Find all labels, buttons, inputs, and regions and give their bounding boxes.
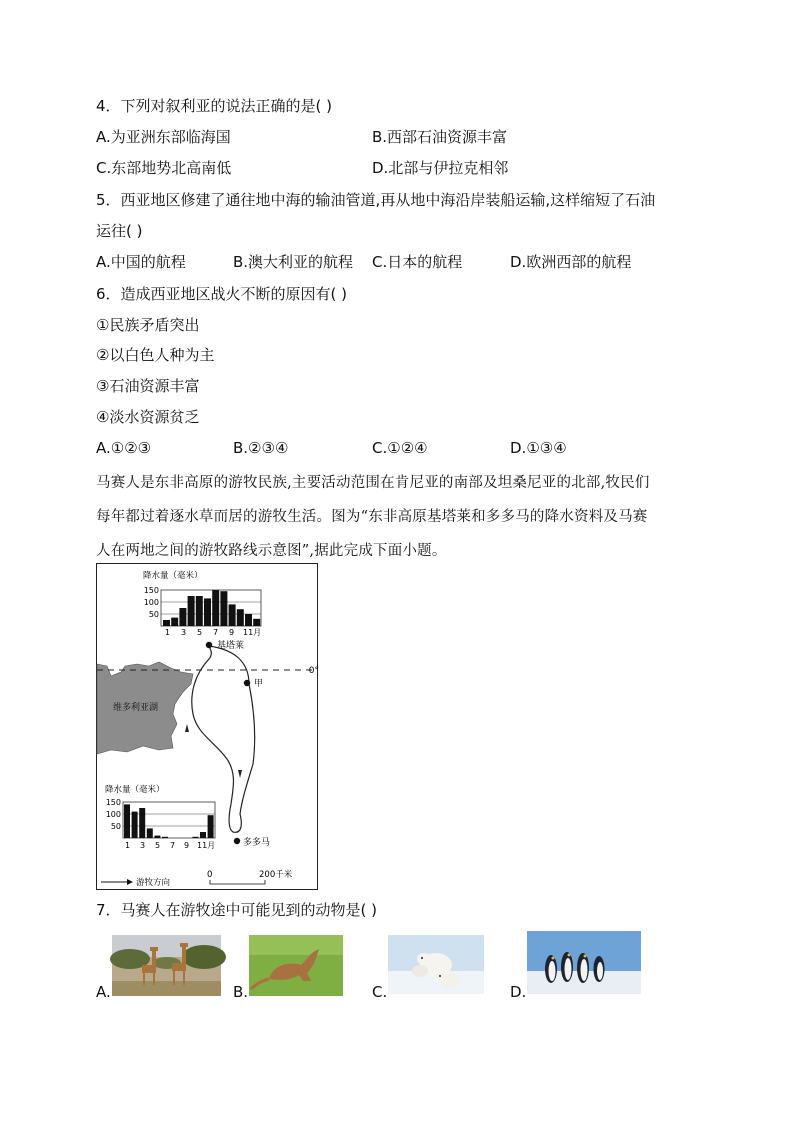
- kitale-rainfall-bar: [204, 598, 211, 626]
- kitale-rainfall-bar: [229, 604, 236, 626]
- scale-end: 200千米: [259, 870, 293, 880]
- q4-stem: 4．下列对叙利亚的说法正确的是( ): [96, 97, 333, 115]
- jia-point: [244, 680, 250, 686]
- kitale-label: 基塔莱: [217, 641, 245, 651]
- q5-option-b: B.澳大利亚的航程: [233, 253, 354, 271]
- kitale-rainfall-bar: [163, 620, 170, 626]
- route-arrow-up: [185, 724, 189, 732]
- passage-line: 马赛人是东非高原的游牧民族,主要活动范围在肯尼亚的南部及坦桑尼亚的北部,牧民们: [96, 475, 650, 491]
- kitale-rainfall-bar: [196, 596, 203, 626]
- bottom-chart-ylabel: 降水量（毫米）: [105, 785, 165, 795]
- top-chart-xtick: 3: [181, 628, 187, 637]
- dodoma-rainfall-bar: [147, 828, 153, 838]
- dodoma-label: 多多马: [243, 838, 271, 848]
- bottom-chart-ytick: 150: [105, 798, 121, 807]
- q4-option-c: C.东部地势北高南低: [96, 159, 232, 177]
- q5-option-c: C.日本的航程: [372, 253, 463, 271]
- top-chart-ylabel: 降水量（毫米）: [143, 571, 203, 581]
- migration-route: [192, 646, 255, 832]
- map-svg: [97, 564, 317, 889]
- q5-option-d: D.欧洲西部的航程: [510, 253, 632, 271]
- q6-item-3: ③石油资源丰富: [96, 377, 200, 395]
- top-chart-ytick: 150: [143, 586, 159, 595]
- q6-item-4: ④淡水资源贫乏: [96, 408, 200, 426]
- legend-label: 游牧方向: [136, 878, 171, 888]
- kitale-rainfall-bar: [237, 609, 244, 626]
- kitale-rainfall-chart: [143, 570, 261, 637]
- top-chart-ytick: 100: [143, 598, 159, 607]
- bottom-chart-xtick: 11月: [197, 841, 216, 850]
- q7-option-d-label: D.: [510, 983, 527, 1001]
- bottom-chart-xtick: 1: [125, 841, 131, 850]
- legend-arrow-head: [127, 879, 133, 885]
- passage-line: 人在两地之间的游牧路线示意图”,据此完成下面小题。: [96, 543, 447, 559]
- giraffe-picture: [112, 935, 221, 1000]
- passage-line: 每年都过着逐水草而居的游牧生活。图为“东非高原基塔莱和多多马的降水资料及马赛: [96, 509, 648, 525]
- top-chart-ytick: 50: [148, 610, 159, 619]
- top-chart-xtick: 7: [213, 628, 219, 637]
- dodoma-rainfall-bar: [200, 832, 206, 838]
- q7-option-b-label: B.: [233, 983, 249, 1001]
- route-arrow-down: [238, 770, 242, 778]
- top-chart-xtick: 5: [197, 628, 203, 637]
- dodoma-rainfall-bar: [192, 837, 198, 838]
- dodoma-rainfall-bar: [132, 812, 138, 838]
- q6-option-d: D.①③④: [510, 439, 567, 457]
- dodoma-point: [234, 838, 240, 844]
- bottom-chart-xtick: 7: [170, 841, 176, 850]
- dodoma-rainfall-chart: [105, 784, 215, 850]
- bottom-chart-ytick: 50: [110, 822, 121, 831]
- kitale-rainfall-bar: [253, 619, 260, 626]
- q5-stem-line2: 运往( ): [96, 222, 143, 240]
- passage: [96, 466, 700, 568]
- top-chart-xtick: 9: [229, 628, 235, 637]
- kangaroo-picture: [249, 935, 343, 1000]
- q7-option-c-label: C.: [372, 983, 388, 1001]
- bottom-chart-xtick: 9: [184, 841, 190, 850]
- q6-stem: 6．造成西亚地区战火不断的原因有( ): [96, 285, 348, 303]
- dodoma-rainfall-bar: [208, 815, 214, 838]
- top-chart-xtick: 11月: [243, 628, 262, 637]
- dodoma-rainfall-bar: [124, 804, 130, 838]
- q7-option-a-label: A.: [96, 983, 111, 1001]
- kitale-rainfall-bar: [179, 608, 186, 626]
- lake-label: 维多利亚湖: [113, 703, 159, 713]
- kitale-point: [206, 642, 212, 648]
- kitale-rainfall-bar: [171, 618, 178, 626]
- q6-item-2: ②以白色人种为主: [96, 346, 215, 364]
- bottom-chart-xtick: 5: [155, 841, 161, 850]
- q4-option-b: B.西部石油资源丰富: [372, 128, 508, 146]
- q5-option-a: A.中国的航程: [96, 253, 186, 271]
- scale-zero: 0: [207, 870, 213, 880]
- polar-bear-picture: [388, 935, 484, 998]
- migration-map: [96, 563, 318, 890]
- q6-option-c: C.①②④: [372, 439, 428, 457]
- kitale-rainfall-bar: [188, 596, 195, 626]
- penguin-picture: [527, 931, 641, 998]
- scale-bar: [210, 880, 265, 884]
- dodoma-rainfall-bar: [139, 808, 145, 838]
- q5-stem-line1: 5．西亚地区修建了通往地中海的输油管道,再从地中海沿岸装船运输,这样缩短了石油: [96, 191, 656, 209]
- dodoma-rainfall-bar: [154, 836, 160, 838]
- q7-stem: 7．马赛人在游牧途中可能见到的动物是( ): [96, 901, 378, 919]
- bottom-chart-xtick: 3: [140, 841, 146, 850]
- q6-option-b: B.②③④: [233, 439, 289, 457]
- kitale-rainfall-bar: [212, 590, 219, 626]
- top-chart-xtick: 1: [165, 628, 171, 637]
- kitale-rainfall-bar: [220, 591, 227, 626]
- q4-option-a: A.为亚洲东部临海国: [96, 128, 231, 146]
- equator-label: 0°: [308, 666, 319, 676]
- dodoma-rainfall-bar: [162, 837, 168, 838]
- kitale-rainfall-bar: [245, 614, 252, 626]
- jia-label: 甲: [254, 679, 264, 689]
- q6-option-a: A.①②③: [96, 439, 152, 457]
- q6-item-1: ①民族矛盾突出: [96, 316, 200, 334]
- q4-option-d: D.北部与伊拉克相邻: [372, 159, 509, 177]
- bottom-chart-ytick: 100: [105, 810, 121, 819]
